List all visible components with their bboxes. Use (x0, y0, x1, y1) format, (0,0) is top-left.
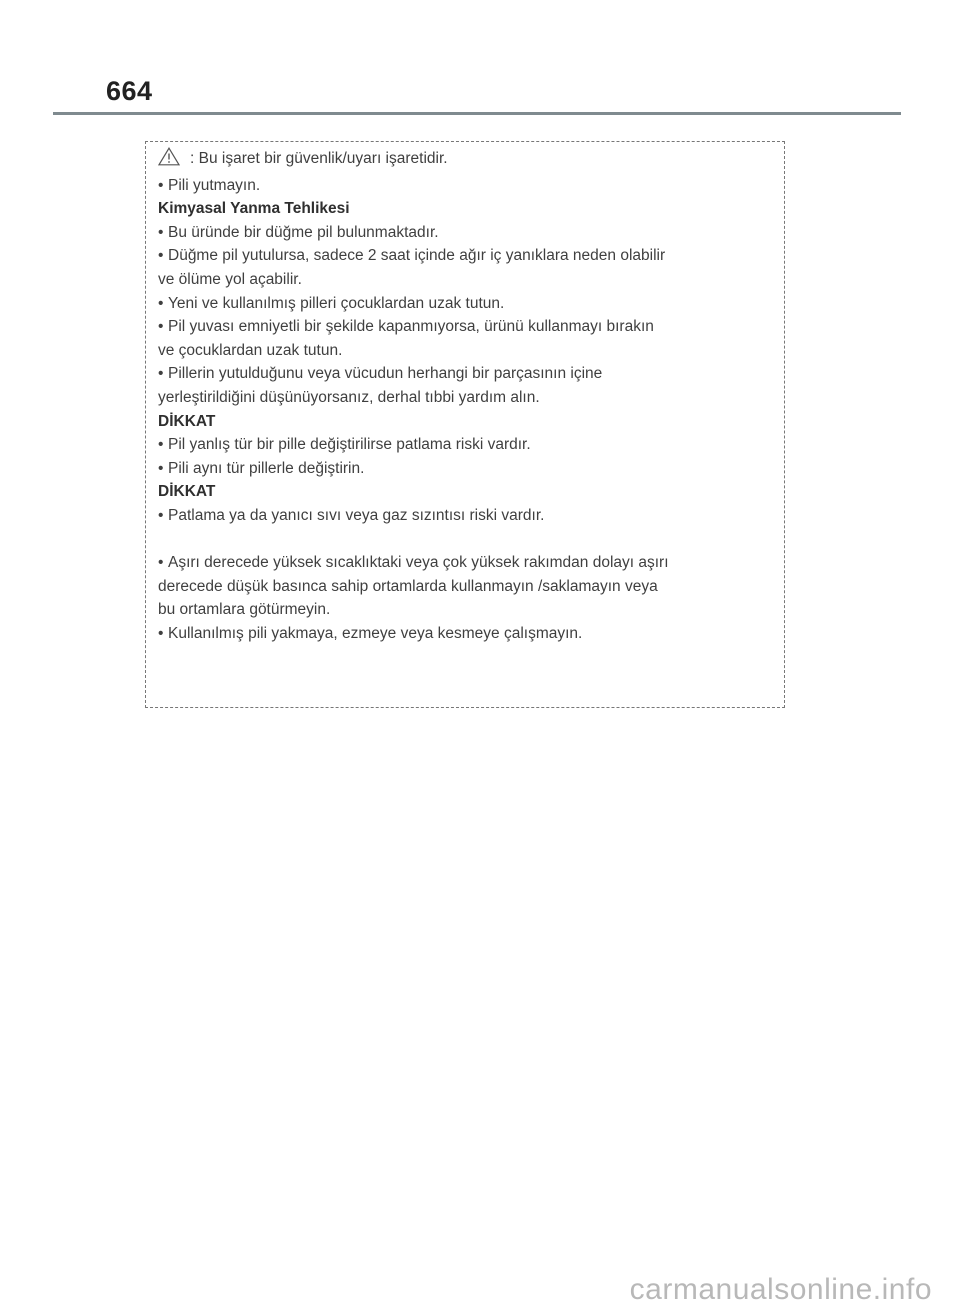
warning-text-continued: derecede düşük basınca sahip ortamlarda kullanmayın /saklamayın veya (158, 577, 658, 595)
warning-text: Yeni ve kullanılmış pilleri çocuklardan uzak tutun. (168, 294, 505, 312)
bullet: • (158, 436, 164, 454)
bullet: • (158, 176, 164, 194)
symbol-definition-text: : Bu işaret bir güvenlik/uyarı işaretidir. (190, 150, 448, 167)
warning-triangle-icon (158, 147, 180, 174)
warning-item (158, 433, 774, 457)
header-divider (53, 112, 901, 115)
warning-text-continued: ve çocuklardan uzak tutun. (158, 341, 343, 359)
bullet: • (158, 247, 164, 265)
warning-text: Bu üründe bir düğme pil bulunmaktadır. (168, 223, 439, 241)
section-heading-caution: DİKKAT (158, 483, 216, 501)
warning-text: Pillerin yutulduğunu veya vücudun herhangi bir parçasının içine (168, 365, 603, 383)
warning-text: Pili aynı tür pillerle değiştirin. (168, 459, 365, 477)
warning-item (158, 362, 774, 386)
warning-text-continued: ve ölüme yol açabilir. (158, 270, 302, 288)
warning-text-continued: bu ortamlara götürmeyin. (158, 601, 331, 619)
warning-item (158, 292, 774, 316)
page-number: 664 (106, 76, 153, 106)
bullet: • (158, 624, 164, 642)
section-heading-chemical-burn: Kimyasal Yanma Tehlikesi (158, 200, 350, 218)
bullet: • (158, 294, 164, 312)
warning-text: Pil yuvası emniyetli bir şekilde kapanmıyorsa, ürünü kullanmayı bırakın (168, 318, 654, 336)
warning-item (158, 244, 774, 268)
warning-item (158, 504, 774, 528)
warning-item (158, 315, 774, 339)
bullet: • (158, 506, 164, 524)
warning-item (158, 457, 774, 481)
watermark: carmanualsonline.info (629, 1273, 932, 1306)
warning-item (158, 622, 774, 646)
warning-text: Aşırı derecede yüksek sıcaklıktaki veya çok yüksek rakımdan dolayı aşırı (168, 554, 669, 572)
bullet: • (158, 554, 164, 572)
warning-content (158, 147, 774, 645)
warning-text: Patlama ya da yanıcı sıvı veya gaz sızıntısı riski vardır. (168, 506, 545, 524)
warning-text: Kullanılmış pili yakmaya, ezmeye veya kesmeye çalışmayın. (168, 624, 583, 642)
section-heading-caution: DİKKAT (158, 412, 216, 430)
bullet: • (158, 365, 164, 383)
blank-line (158, 528, 774, 552)
symbol-definition-line (158, 147, 774, 174)
bullet: • (158, 223, 164, 241)
warning-text: Düğme pil yutulursa, sadece 2 saat içinde ağır iç yanıklara neden olabilir (168, 247, 666, 265)
warning-item (158, 551, 774, 575)
warning-text: Pil yanlış tür bir pille değiştirilirse patlama riski vardır. (168, 436, 531, 454)
bullet: • (158, 318, 164, 336)
warning-item (158, 221, 774, 245)
warning-text: Pili yutmayın. (168, 176, 261, 194)
warning-text-continued: yerleştirildiğini düşünüyorsanız, derhal tıbbi yardım alın. (158, 388, 540, 406)
warning-item (158, 174, 774, 198)
bullet: • (158, 459, 164, 477)
safety-warning-box (145, 141, 785, 708)
